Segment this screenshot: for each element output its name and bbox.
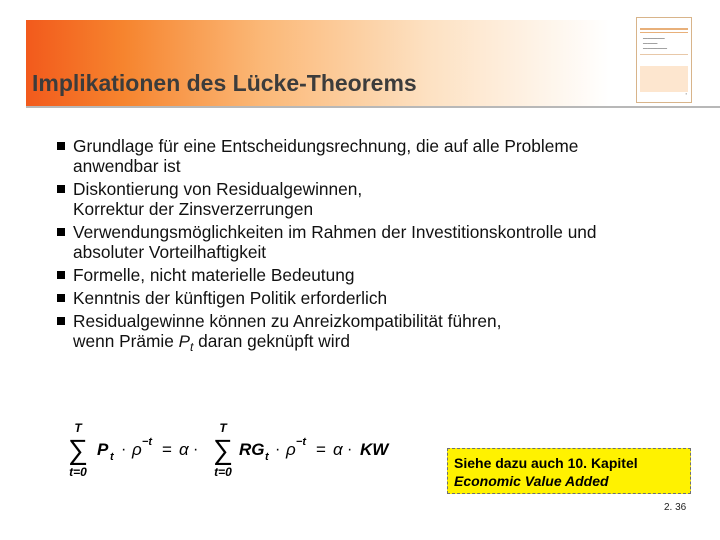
rho-exponent: −t xyxy=(296,436,307,448)
multiply-dot: · xyxy=(275,441,281,458)
square-bullet-icon xyxy=(57,228,65,236)
bullet-text: Grundlage für eine Entscheidungsrechnung, die auf alle Probleme xyxy=(73,136,579,156)
sum-sign: ∑ xyxy=(68,434,88,465)
square-bullet-icon xyxy=(57,294,65,302)
square-bullet-icon xyxy=(57,317,65,325)
bullet-text: Residualgewinne können zu Anreizkompatibilität führen, xyxy=(73,311,502,331)
premium-symbol: $P_t$ xyxy=(178,332,194,354)
chapter-reference-note xyxy=(447,448,691,494)
bullet-text: Kenntnis der künftigen Politik erforderlich xyxy=(73,288,388,308)
sum-lower-limit: t=0 xyxy=(214,465,232,479)
bullet-text: Korrektur der Zinsverzerrungen xyxy=(73,199,314,219)
bullet-item xyxy=(57,288,697,308)
bullet-text: Verwendungsmöglichkeiten im Rahmen der Investitionskontrolle und xyxy=(73,222,597,242)
alpha-symbol: α xyxy=(179,440,189,459)
square-bullet-icon xyxy=(57,142,65,150)
note-line: Economic Value Added xyxy=(454,473,609,489)
term-kw: KW xyxy=(360,440,389,459)
bullet-item xyxy=(57,311,697,352)
sum-upper-limit: T xyxy=(219,421,227,435)
bullet-text: absoluter Vorteilhaftigkeit xyxy=(73,242,267,262)
rho-symbol: ρ xyxy=(132,440,142,459)
equals-sign: = xyxy=(316,440,326,459)
bullet-item xyxy=(57,222,697,262)
page-number: 2. 36 xyxy=(664,502,687,513)
slide-title: Implikationen des Lücke-Theorems xyxy=(32,70,417,96)
alpha-symbol: α xyxy=(333,440,343,459)
rho-exponent: −t xyxy=(142,436,153,448)
sum-upper-limit: T xyxy=(74,421,82,435)
bullet-item xyxy=(57,179,697,219)
sum-lower-limit: t=0 xyxy=(69,465,87,479)
lucke-formula xyxy=(62,418,412,480)
bullet-text: Diskontierung von Residualgewinnen, xyxy=(73,179,363,199)
equals-sign: = xyxy=(162,440,172,459)
title-divider xyxy=(26,106,720,108)
note-line: Siehe dazu auch 10. Kapitel xyxy=(454,455,638,471)
book-cover-icon: ━━━━━━━━━ ━━━━━━ ━━━━━━━━━━ ▪ xyxy=(636,17,692,103)
square-bullet-icon xyxy=(57,271,65,279)
bullet-text: wenn Prämie xyxy=(73,331,179,351)
multiply-dot: · xyxy=(121,441,127,458)
bullet-text: daran geknüpft wird xyxy=(193,331,350,351)
bullet-text: anwendbar ist xyxy=(73,156,181,176)
square-bullet-icon xyxy=(57,185,65,193)
term-rg: RG xyxy=(239,440,265,459)
rho-symbol: ρ xyxy=(286,440,296,459)
bullet-item xyxy=(57,136,697,176)
bullet-text: Formelle, nicht materielle Bedeutung xyxy=(73,265,355,285)
multiply-dot: · xyxy=(193,441,199,458)
bullet-item xyxy=(57,265,697,285)
sum-sign: ∑ xyxy=(213,434,233,465)
multiply-dot: · xyxy=(347,441,353,458)
term-p: P xyxy=(97,440,109,459)
term-rg-subscript: t xyxy=(265,451,269,463)
bullet-list xyxy=(57,136,697,355)
term-p-subscript: t xyxy=(110,451,114,463)
